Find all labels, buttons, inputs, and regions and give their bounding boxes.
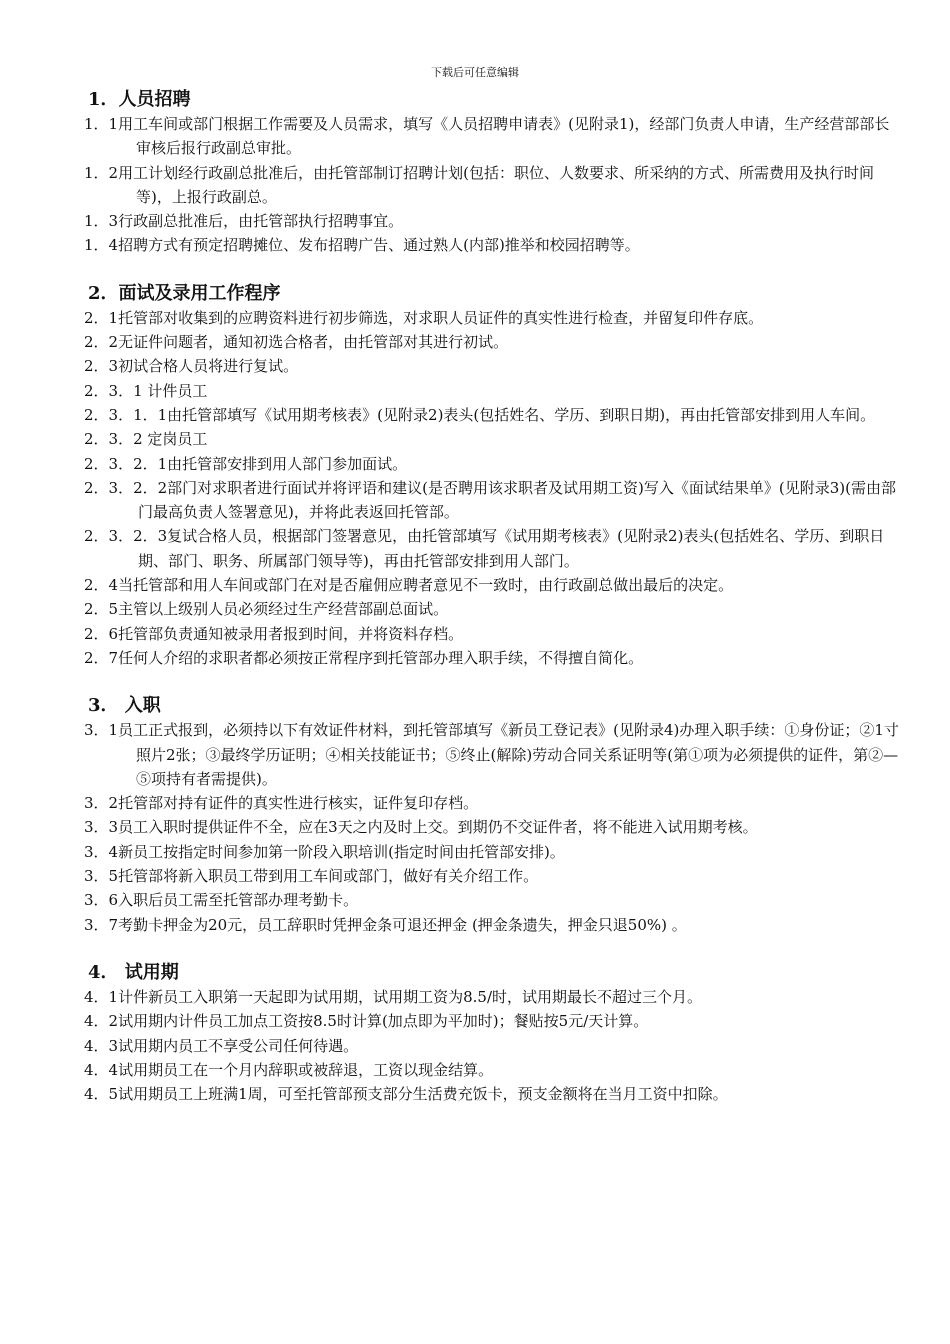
clause-3-4: 3．4新员工按指定时间参加第一阶段入职培训(指定时间由托管部安排)。 — [84, 842, 565, 861]
clause-2-3-2-2: 2．3．2．2部门对求职者进行面试并将评语和建议(是否聘用该求职者及试用期工资)写入《面试结果单》(见附录3)(需由部门最高负责人签署意见)，并将此表返回托管部。 — [84, 478, 896, 522]
clause-2-3-2-3: 2．3．2．3复试合格人员，根据部门签署意见，由托管部填写《试用期考核表》(见附录2)表头(包括姓名、学历、到职日期、部门、职务、所属部门领导等)，再由托管部安排到用人部门。 — [84, 527, 885, 570]
clause-3-3: 3．3员工入职时提供证件不全，应在3天之内及时上交。到期仍不交证件者，将不能进入试用期考核。 — [84, 818, 758, 837]
clause-2-3-2-1: 2．3．2．1由托管部安排到用人部门参加面试。 — [84, 454, 408, 473]
section-1-title: 1．人员招聘 — [88, 89, 191, 110]
clause-4-1: 4．1计件新员工入职第一天起即为试用期，试用期工资为8.5/时，试用期最长不超过三个月。 — [84, 987, 702, 1006]
section-2-title: 2．面试及录用工作程序 — [88, 282, 281, 304]
clause-1-1: 1．1用工车间或部门根据工作需要及人员需求，填写《人员招聘申请表》(见附录1)，经部门负责人申请，生产经营部部长审核后报行政副总审批。 — [84, 115, 890, 158]
section-4-title: 4． 试用期 — [88, 961, 179, 983]
clause-4-3: 4．3试用期内员工不享受公司任何待遇。 — [84, 1036, 359, 1055]
clause-3-5: 3．5托管部将新入职员工带到用工车间或部门，做好有关介绍工作。 — [84, 867, 539, 886]
clause-1-3: 1．3行政副总批准后，由托管部执行招聘事宜。 — [84, 212, 404, 231]
clause-2-6: 2．6托管部负责通知被录用者报到时间，并将资料存档。 — [84, 624, 464, 643]
clause-2-2: 2．2无证件问题者，通知初选合格者，由托管部对其进行初试。 — [84, 333, 509, 352]
clause-2-5: 2．5主管以上级别人员必须经过生产经营部副总面试。 — [84, 600, 449, 619]
clause-2-3-2: 2．3．2 定岗员工 — [84, 430, 208, 449]
clause-3-7: 3．7考勤卡押金为20元，员工辞职时凭押金条可退还押金 (押金条遗失，押金只退50%) 。 — [84, 915, 687, 934]
clause-1-2: 1．2用工计划经行政副总批准后，由托管部制订招聘计划(包括：职位、人数要求、所采纳的方式、所需费用及执行时间等)，上报行政副总。 — [84, 163, 874, 206]
page-header: 下载后可任意编辑 — [431, 66, 519, 79]
clause-2-7: 2．7任何人介绍的求职者都必须按正常程序到托管部办理入职手续，不得擅自简化。 — [84, 648, 644, 667]
clause-4-2: 4．2试用期内计件员工加点工资按8.5时计算(加点即为平加时)；餐贴按5元/天计算。 — [84, 1012, 649, 1031]
section-3-title: 3． 入职 — [88, 695, 161, 717]
clause-2-1: 2．1托管部对收集到的应聘资料进行初步筛选，对求职人员证件的真实性进行检查，并留复印件存底。 — [84, 308, 764, 327]
clause-2-3-1: 2．3．1 计件员工 — [84, 381, 208, 400]
clause-1-4: 1．4招聘方式有预定招聘摊位、发布招聘广告、通过熟人(内部)推举和校园招聘等。 — [84, 236, 640, 255]
clause-3-2: 3．2托管部对持有证件的真实性进行核实，证件复印存档。 — [84, 794, 479, 813]
clause-4-5: 4．5试用期员工上班满1周，可至托管部预支部分生活费充饭卡，预支金额将在当月工资中扣除。 — [84, 1085, 728, 1104]
clause-2-3-1-1: 2．3．1．1由托管部填写《试用期考核表》(见附录2)表头(包括姓名、学历、到职日期)，再由托管部安排到用人车间。 — [84, 405, 876, 424]
clause-4-4: 4．4试用期员工在一个月内辞职或被辞退，工资以现金结算。 — [84, 1060, 494, 1079]
clause-3-1: 3．1员工正式报到，必须持以下有效证件材料，到托管部填写《新员工登记表》(见附录4)办理入职手续：①身份证；②1寸照片2张；③最终学历证明；④相关技能证书；⑤终止(解除)劳动合同关系证明等(第①项为必须提供的证件，第②—⑤项持有者需提供)。 — [84, 721, 899, 788]
clause-2-4: 2．4当托管部和用人车间或部门在对是否雇佣应聘者意见不一致时，由行政副总做出最后的决定。 — [84, 576, 734, 595]
clause-2-3: 2．3初试合格人员将进行复试。 — [84, 357, 299, 376]
document-body — [84, 88, 904, 1106]
clause-3-6: 3．6入职后员工需至托管部办理考勤卡。 — [84, 891, 359, 910]
